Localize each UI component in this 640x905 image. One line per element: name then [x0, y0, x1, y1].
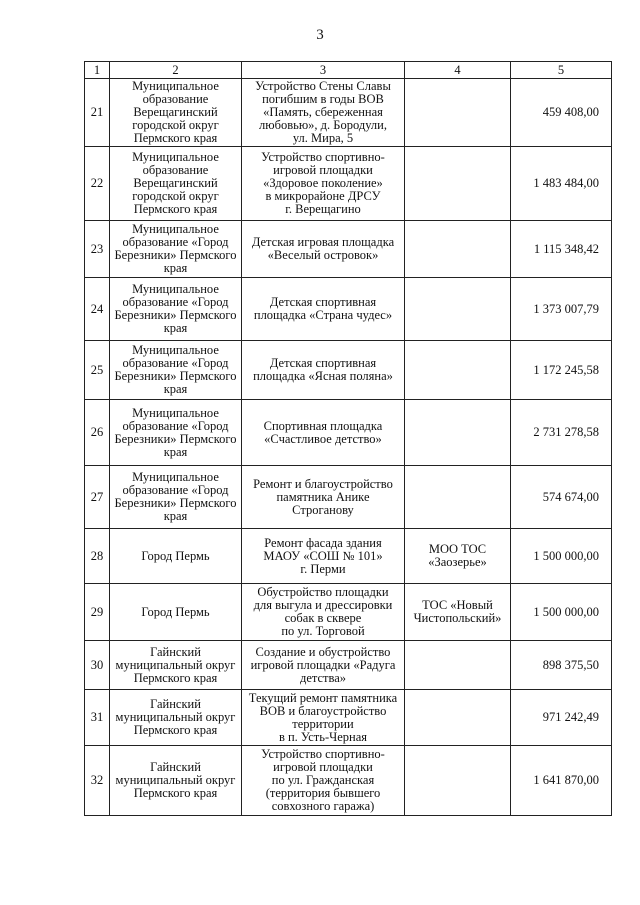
project-line: в микрорайоне ДРСУ [265, 189, 381, 203]
organization-cell [405, 147, 511, 221]
project-line: Детская спортивная [269, 356, 377, 370]
municipality-line: образование [142, 92, 209, 106]
amount-cell: 1 115 348,42 [511, 221, 612, 278]
row-number-cell: 23 [85, 221, 110, 278]
municipality-line: Пермского края [133, 670, 218, 685]
project-line: Детская спортивная [269, 295, 377, 309]
row-number-cell: 21 [85, 79, 110, 147]
table-row [85, 341, 612, 400]
amount-cell: 1 641 870,00 [511, 746, 612, 816]
organization-cell [405, 641, 511, 690]
project-line: для выгула и дрессировки [253, 598, 393, 612]
project-line: по ул. Торговой [281, 624, 365, 638]
municipality-line: муниципальный округ [115, 710, 236, 724]
table-row [85, 641, 612, 690]
project-line: любовью», д. Бородули, [259, 118, 387, 132]
project-cell [242, 400, 405, 466]
municipality-line: Муниципальное [132, 222, 219, 236]
table-row [85, 584, 612, 641]
table-row [85, 690, 612, 746]
municipality-cell [110, 400, 242, 466]
amount-cell: 1 500 000,00 [511, 529, 612, 584]
municipality-line: городской округ [132, 118, 219, 132]
organization-cell [405, 746, 511, 816]
project-line: Обустройство площадки [257, 585, 389, 599]
municipality-line: Верещагинский [133, 176, 218, 190]
project-line: г. Верещагино [285, 202, 361, 216]
municipality-cell [110, 341, 242, 400]
municipality-line: Березники» Пермского [114, 496, 237, 510]
project-line: Устройство спортивно- [261, 150, 385, 164]
organization-cell [405, 278, 511, 341]
row-number-cell: 22 [85, 147, 110, 221]
project-line: территории [292, 716, 354, 731]
project-line: игровой площадки «Радуга [250, 657, 396, 672]
municipality-line: Муниципальное [132, 343, 219, 357]
page-number: 3 [316, 27, 324, 43]
project-cell [242, 278, 405, 341]
header-col-3: 3 [242, 62, 405, 79]
municipality-line: Пермского края [133, 723, 218, 737]
organization-cell [405, 221, 511, 278]
table-row [85, 529, 612, 584]
organization-cell [405, 400, 511, 466]
project-line: «Счастливое детство» [264, 431, 382, 446]
municipality-cell [110, 746, 242, 816]
project-line: ул. Мира, 5 [292, 131, 354, 145]
table-row [85, 79, 612, 147]
municipality-line: Березники» Пермского [114, 308, 237, 322]
municipality-cell [110, 79, 242, 147]
project-line: Ремонт и благоустройство [253, 476, 393, 491]
municipality-line: Березники» Пермского [114, 431, 237, 446]
header-col-2: 2 [110, 62, 242, 79]
project-cell [242, 529, 405, 584]
table-row [85, 147, 612, 221]
project-cell [242, 147, 405, 221]
project-line: Устройство спортивно- [261, 747, 385, 761]
municipality-line: Верещагинский [133, 105, 218, 119]
municipality-line: Муниципальное [132, 470, 219, 484]
project-line: «Память, сбереженная [263, 105, 383, 119]
project-line: собак в сквере [284, 611, 362, 625]
row-number-cell: 26 [85, 400, 110, 466]
organization-cell [405, 584, 511, 641]
organization-cell [405, 79, 511, 147]
amount-cell: 574 674,00 [511, 466, 612, 529]
municipality-line: Пермского края [133, 202, 218, 216]
project-line: Строганову [292, 502, 354, 517]
project-line: в п. Усть-Черная [278, 729, 368, 744]
municipality-line: края [163, 382, 188, 396]
project-line: по ул. Гражданская [271, 773, 375, 787]
table-row [85, 221, 612, 278]
municipality-cell [110, 641, 242, 690]
amount-cell: 2 731 278,58 [511, 400, 612, 466]
project-line: (территория бывшего [265, 786, 381, 800]
project-cell [242, 690, 405, 746]
project-line: Детская игровая площадка [251, 235, 395, 249]
header-col-5: 5 [511, 62, 612, 79]
organization-cell [405, 529, 511, 584]
municipality-line: края [163, 444, 188, 459]
row-number-cell: 31 [85, 690, 110, 746]
project-line: г. Перми [300, 561, 346, 576]
project-line: памятника Анике [276, 489, 370, 504]
project-line: площадка «Ясная поляна» [253, 369, 393, 383]
header-col-4: 4 [405, 62, 511, 79]
municipality-line: Муниципальное [132, 282, 219, 296]
municipality-line: Муниципальное [132, 79, 219, 93]
amount-cell: 1 483 484,00 [511, 147, 612, 221]
amount-cell: 971 242,49 [511, 690, 612, 746]
municipality-line: Город Пермь [141, 604, 210, 619]
municipality-line: Гайнский [150, 760, 201, 774]
municipality-cell [110, 584, 242, 641]
municipality-line: Гайнский [150, 697, 201, 711]
municipality-cell [110, 221, 242, 278]
municipality-cell [110, 529, 242, 584]
project-line: Текущий ремонт памятника [248, 690, 398, 705]
project-cell [242, 466, 405, 529]
row-number-cell: 30 [85, 641, 110, 690]
municipality-cell [110, 466, 242, 529]
municipality-line: Гайнский [150, 644, 201, 659]
project-line: Спортивная площадка [263, 418, 383, 433]
table-row [85, 278, 612, 341]
project-line: Создание и обустройство [255, 644, 391, 659]
municipality-line: городской округ [132, 189, 219, 203]
project-cell [242, 641, 405, 690]
project-line: площадка «Страна чудес» [253, 308, 393, 322]
municipality-line: муниципальный округ [115, 773, 236, 787]
row-number-cell: 25 [85, 341, 110, 400]
project-line: детства» [299, 670, 347, 685]
municipality-line: муниципальный округ [115, 657, 236, 672]
municipality-line: образование «Город [122, 235, 229, 249]
organization-line: МОО ТОС [428, 542, 487, 556]
project-line: Устройство Стены Славы [255, 79, 391, 93]
table-row [85, 400, 612, 466]
project-line: погибшим в годы ВОВ [262, 92, 384, 106]
municipality-line: Березники» Пермского [114, 248, 237, 262]
municipality-line: края [163, 261, 188, 275]
municipality-line: Березники» Пермского [114, 369, 237, 383]
table-row [85, 746, 612, 816]
municipality-line: Пермского края [133, 786, 218, 800]
municipality-line: Муниципальное [132, 150, 219, 164]
project-line: МАОУ «СОШ № 101» [263, 548, 383, 563]
organization-line: ТОС «Новый [422, 598, 493, 612]
municipality-cell [110, 278, 242, 341]
municipality-cell [110, 690, 242, 746]
municipality-line: образование «Город [122, 483, 229, 497]
project-line: игровой площадки [273, 760, 373, 774]
project-line: ВОВ и благоустройство [259, 703, 387, 718]
amount-cell: 459 408,00 [511, 79, 612, 147]
municipality-line: края [163, 509, 188, 523]
organization-cell [405, 466, 511, 529]
municipality-line: образование «Город [122, 295, 229, 309]
amount-cell: 1 373 007,79 [511, 278, 612, 341]
municipality-line: образование «Город [122, 356, 229, 370]
table-header-row [85, 62, 612, 79]
municipality-line: образование «Город [122, 418, 229, 433]
amount-cell: 898 375,50 [511, 641, 612, 690]
projects-table [84, 61, 612, 816]
project-line: «Веселый островок» [267, 248, 379, 262]
project-line: совхозного гаража) [271, 799, 375, 813]
row-number-cell: 29 [85, 584, 110, 641]
project-line: игровой площадки [273, 163, 373, 177]
project-cell [242, 584, 405, 641]
amount-cell: 1 500 000,00 [511, 584, 612, 641]
municipality-line: Муниципальное [132, 405, 219, 420]
project-cell [242, 79, 405, 147]
organization-line: Чистопольский» [413, 611, 502, 625]
municipality-line: Город Пермь [141, 548, 210, 563]
row-number-cell: 24 [85, 278, 110, 341]
row-number-cell: 28 [85, 529, 110, 584]
project-line: «Здоровое поколение» [263, 176, 383, 190]
amount-cell: 1 172 245,58 [511, 341, 612, 400]
municipality-line: края [163, 321, 188, 335]
row-number-cell: 32 [85, 746, 110, 816]
project-cell [242, 221, 405, 278]
project-line: Ремонт фасада здания [264, 535, 382, 550]
organization-line: «Заозерье» [428, 555, 487, 569]
table-row [85, 466, 612, 529]
project-cell [242, 746, 405, 816]
project-cell [242, 341, 405, 400]
organization-cell [405, 341, 511, 400]
municipality-cell [110, 147, 242, 221]
row-number-cell: 27 [85, 466, 110, 529]
organization-cell [405, 690, 511, 746]
municipality-line: Пермского края [133, 131, 218, 145]
municipality-line: образование [142, 163, 209, 177]
header-col-1: 1 [85, 62, 110, 79]
